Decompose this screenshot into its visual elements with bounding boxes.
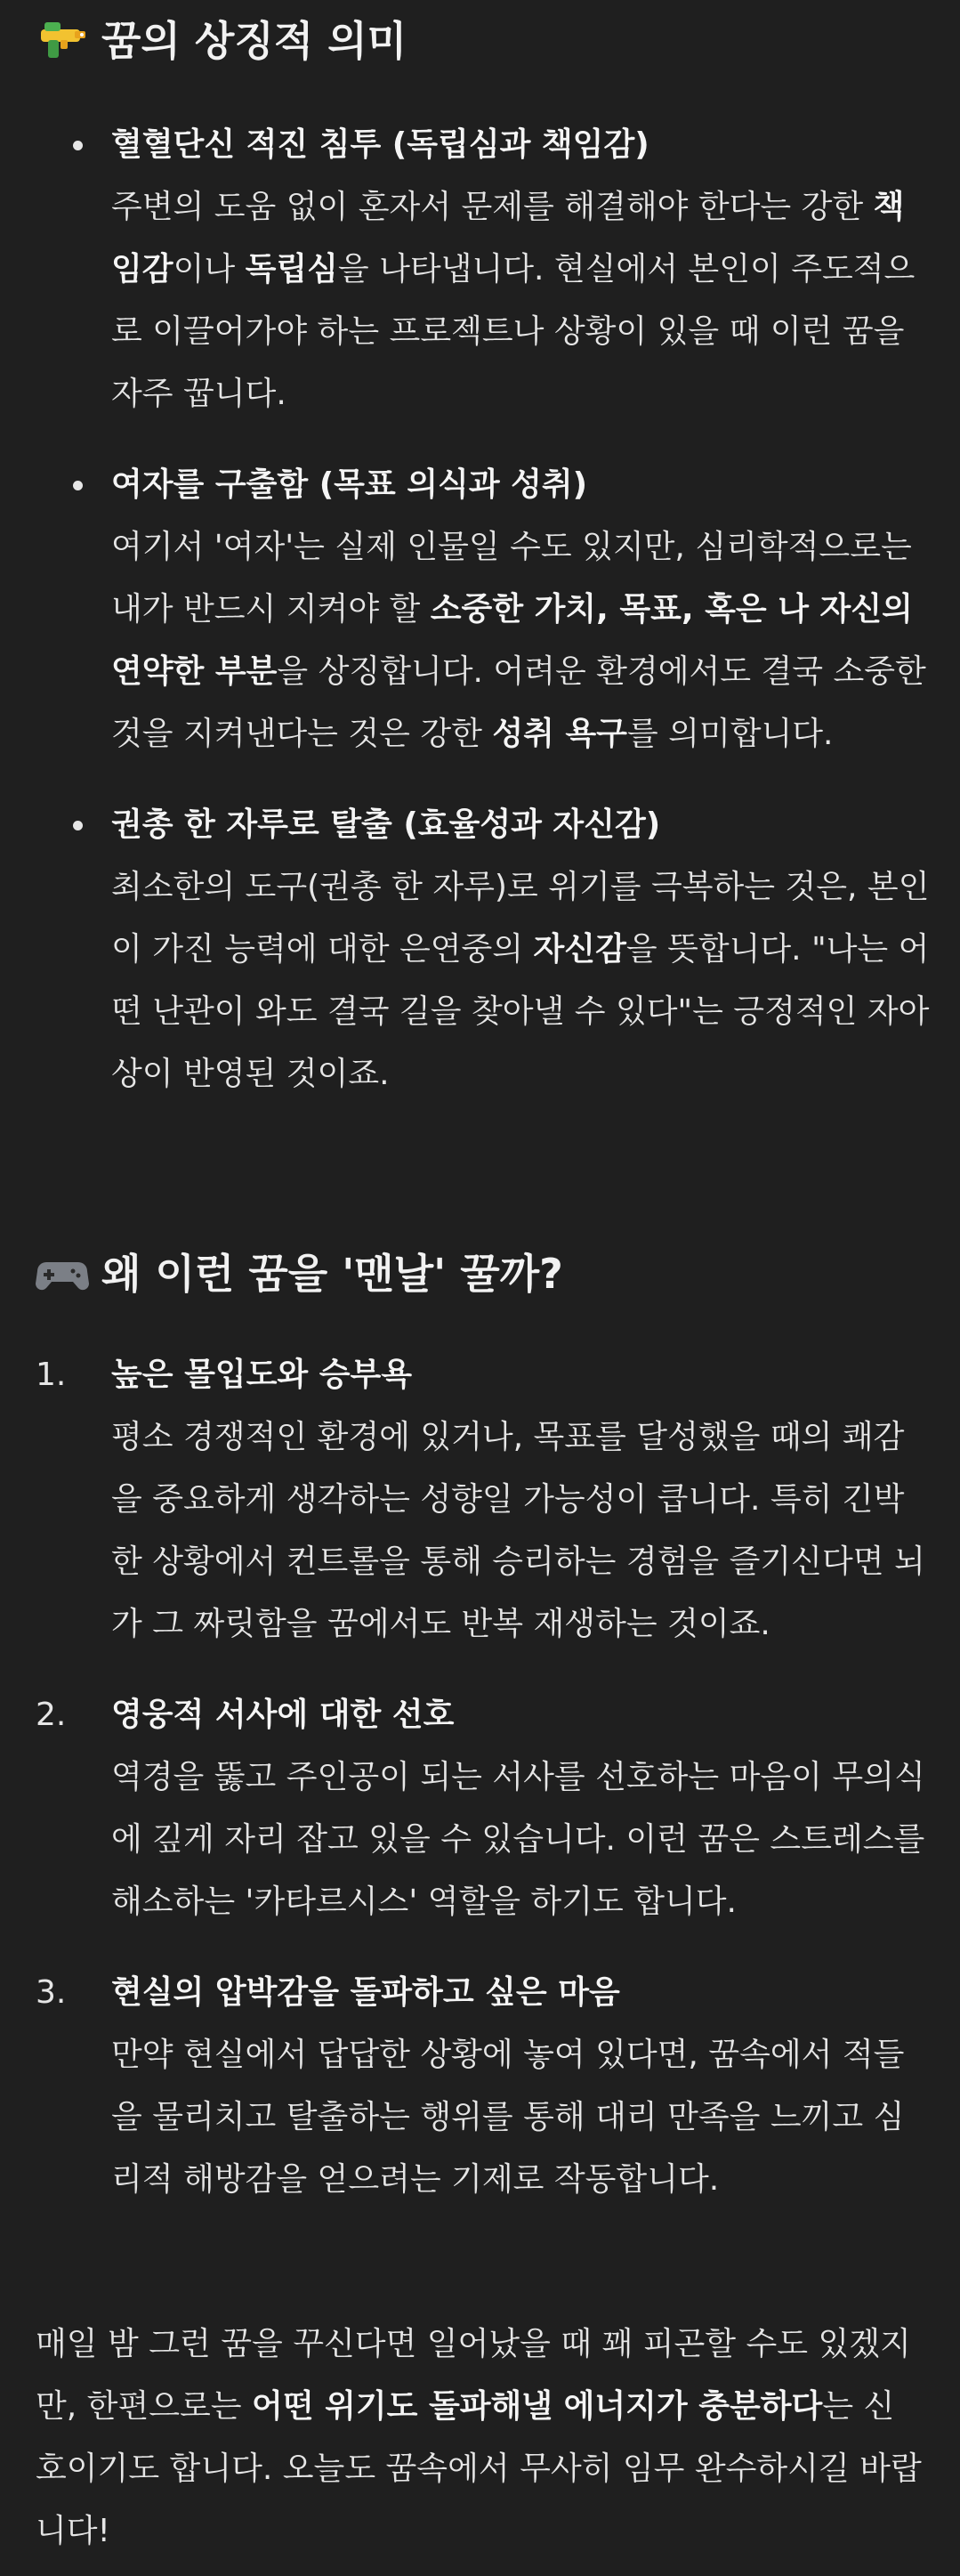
item-title: 영웅적 서사에 대한 선호 <box>111 1697 455 1733</box>
body-text: 을 나타냅니다. 현실에서 본인이 주도적으로 이끌어가야 하는 프로젝트나 상황이 있을 때 이런 꿈을 자주 꿉니다. <box>111 251 916 412</box>
bullet-dot <box>73 821 83 830</box>
item-text <box>111 176 930 425</box>
body-text: 를 의미합니다. <box>626 716 834 752</box>
item-title: 현실의 압박감을 돌파하고 싶은 마음 <box>111 1974 620 2011</box>
emphasis-text: 자신감 <box>533 931 626 968</box>
body-text: 만약 현실에서 답답한 상황에 놓여 있다면, 꿈속에서 적들을 물리치고 탈출하는 행위를 통해 대리 만족을 느끼고 심리적 해방감을 얻으려는 기제로 작동합니다. <box>111 2037 905 2198</box>
body-text: 매일 밤 그런 꿈을 꾸신다면 일어났을 때 꽤 피곤할 수도 있겠지만, 한편으로는 <box>36 2326 911 2425</box>
body-text: 을 상징합니다. 어려운 환경에서도 결국 소중한 것을 지켜낸다는 것은 강한 <box>111 653 926 752</box>
body-text: 는 신호이기도 합니다. 오늘도 꿈속에서 무사히 임무 완수하시길 바랍니다! <box>36 2388 922 2549</box>
item-text <box>111 1746 930 1933</box>
item-number: 1. <box>36 1357 67 1393</box>
item-text <box>111 1406 930 1656</box>
body-text: 을 뜻합니다. "나는 어떤 난관이 와도 결국 길을 찾아낼 수 있다"는 긍정적인 자아상이 반영된 것이죠. <box>111 931 930 1092</box>
body-text: 평소 경쟁적인 환경에 있거나, 목표를 달성했을 때의 쾌감을 중요하게 생각하는 성향일 가능성이 큽니다. 특히 긴박한 상황에서 컨트롤을 통해 승리하는 경험을 즐기신다면 뇌가 그 짜릿함을 꿈에서도 반복 재생하는 것이죠. <box>111 1419 925 1642</box>
reasons-list <box>0 1344 960 2240</box>
body-text: 역경을 뚫고 주인공이 되는 서사를 선호하는 마음이 무의식에 깊게 자리 잡고 있을 수 있습니다. 이런 꿈은 스트레스를 해소하는 '카타르시스' 역할을 하기도 합니다. <box>111 1759 925 1920</box>
numbered-item <box>0 1962 960 2211</box>
numbered-item <box>0 1684 960 1933</box>
body-text: 주변의 도움 없이 혼자서 문제를 해결해야 한다는 강한 <box>111 189 874 225</box>
item-title: 높은 몰입도와 승부욕 <box>111 1357 413 1393</box>
item-text <box>111 856 930 1106</box>
closing-paragraph <box>36 2313 925 2563</box>
item-number: 2. <box>36 1697 67 1733</box>
emphasis-text: 독립심 <box>245 251 338 288</box>
section-heading-symbolism <box>36 14 407 68</box>
list-item <box>0 114 960 425</box>
item-title: 여자를 구출함 (목표 의식과 성취) <box>111 466 588 503</box>
emphasis-text: 성취 욕구 <box>492 716 627 752</box>
section-title: 꿈의 상징적 의미 <box>101 17 407 65</box>
body-text: 여기서 '여자'는 실제 인물일 수도 있지만, 심리학적으로는 내가 반드시 지켜야 할 <box>111 529 912 628</box>
item-text <box>111 516 930 766</box>
water-gun-icon <box>36 19 89 63</box>
emphasis-text: 소중한 가치, 목표, 혹은 나 자신의 연약한 부분 <box>111 591 913 690</box>
item-title: 혈혈단신 적진 침투 (독립심과 책임감) <box>111 126 649 163</box>
bullet-dot <box>73 481 83 490</box>
item-text <box>111 2024 930 2211</box>
symbolism-list <box>0 114 960 1134</box>
emphasis-text: 어떤 위기도 돌파해낼 에너지가 충분하다 <box>252 2388 823 2425</box>
item-title: 권총 한 자루로 탈출 (효율성과 자신감) <box>111 806 661 843</box>
body-text: 이나 <box>173 251 246 288</box>
game-controller-icon <box>36 1252 89 1296</box>
section-title: 왜 이런 꿈을 '맨날' 꿀까? <box>101 1250 563 1298</box>
list-item <box>0 454 960 766</box>
numbered-item <box>0 1344 960 1656</box>
item-number: 3. <box>36 1974 67 2011</box>
list-item <box>0 794 960 1106</box>
body-text: 최소한의 도구(권총 한 자루)로 위기를 극복하는 것은, 본인이 가진 능력에 대한 은연중의 <box>111 869 930 968</box>
section-heading-why <box>36 1247 563 1300</box>
emphasis-text: 책임감 <box>111 189 905 288</box>
bullet-dot <box>73 141 83 150</box>
